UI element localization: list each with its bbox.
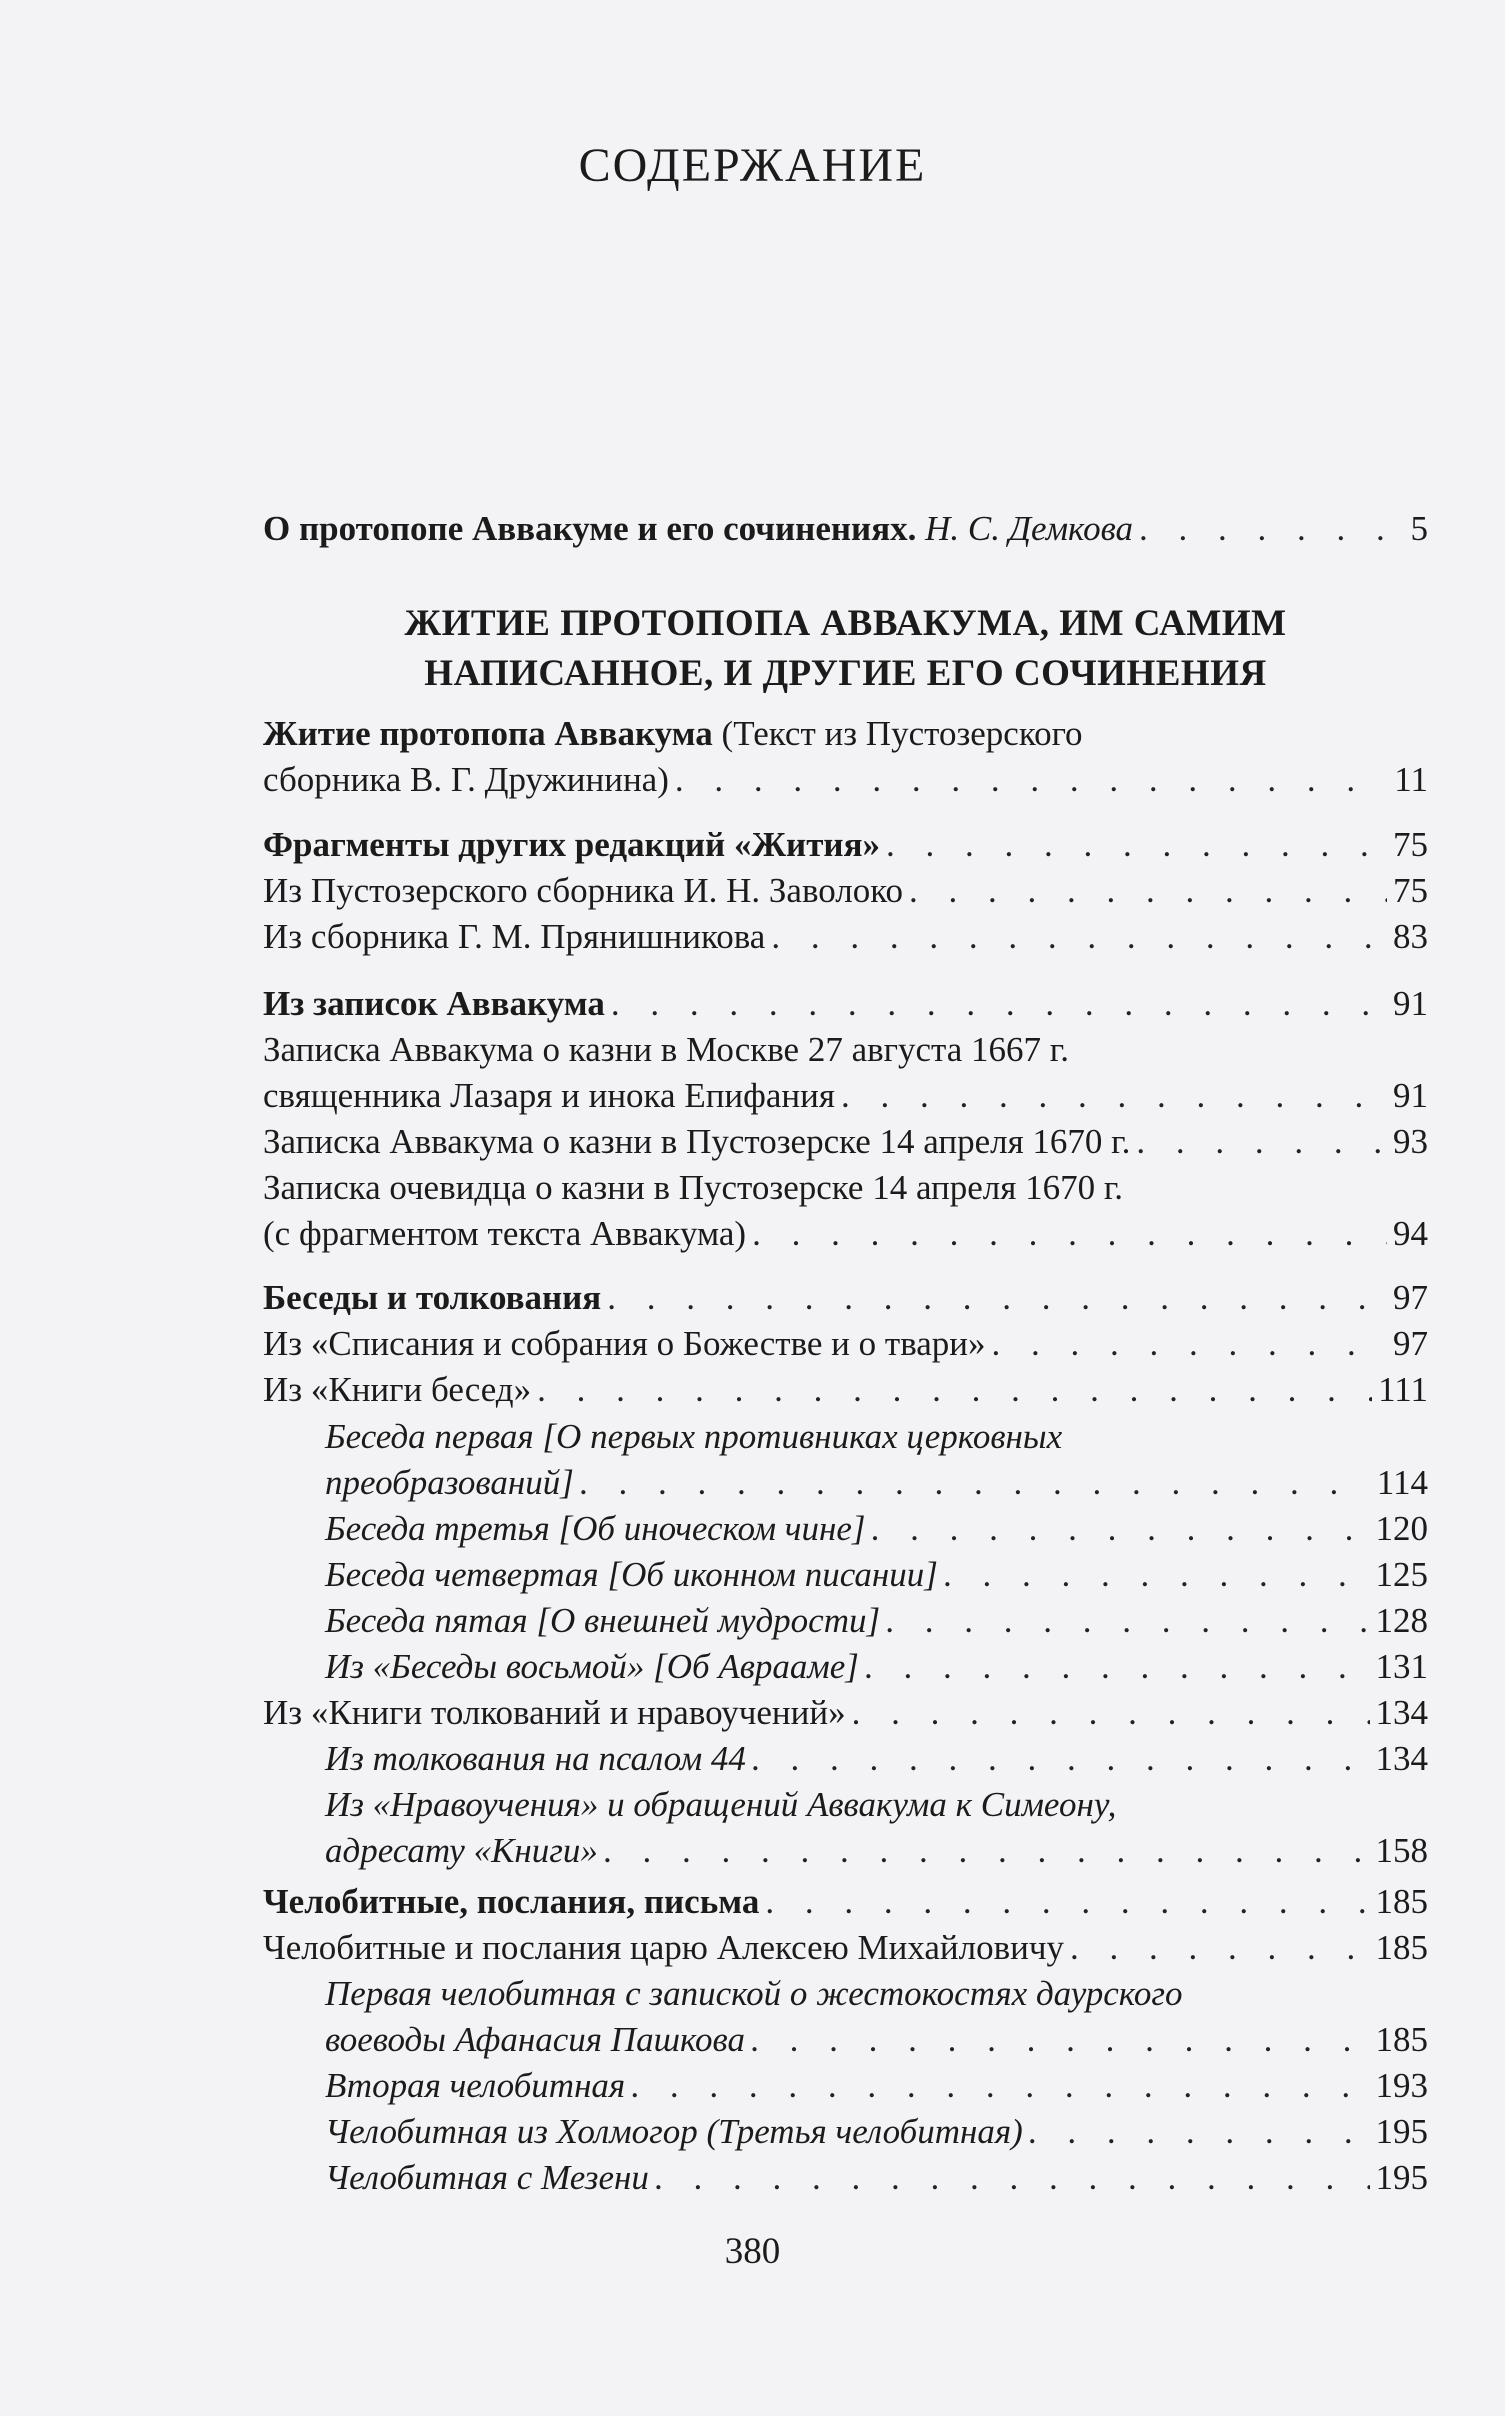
entry-subtitle: (Текст из Пустозерского	[721, 714, 1083, 753]
entry-title: Беседа третья [Об иноческом чине]	[325, 1509, 866, 1548]
dot-leader	[1029, 2109, 1370, 2155]
toc-entry-chelobitnye[interactable]	[263, 1879, 1428, 1925]
dot-leader	[580, 1460, 1371, 1506]
dot-leader	[1136, 1119, 1387, 1165]
entry-title-cont: священника Лазаря и инока Епифания	[263, 1076, 835, 1115]
page-number: 93	[1393, 1122, 1428, 1161]
page-number: 91	[1393, 984, 1428, 1023]
entry-title: Беседа первая [О первых противниках церковных	[325, 1417, 1063, 1456]
entry-title: Из записок Аввакума	[263, 984, 605, 1023]
entry-title: Челобитная из Холмогор (Третья челобитная)	[325, 2112, 1023, 2151]
page-number: 193	[1375, 2066, 1428, 2105]
dot-leader	[886, 822, 1387, 868]
toc-entry-beseda-4[interactable]	[263, 1552, 1428, 1598]
page-number: 75	[1393, 825, 1428, 864]
page-title: СОДЕРЖАНИЕ	[578, 139, 927, 192]
toc-entry-pervaya[interactable]	[263, 1971, 1428, 2063]
dot-leader	[865, 1644, 1370, 1690]
page-number: 125	[1375, 1555, 1428, 1594]
toc-entry-mezen[interactable]	[263, 2155, 1428, 2201]
page-number: 11	[1394, 760, 1428, 799]
page-number: 195	[1375, 2112, 1428, 2151]
page-number: 94	[1393, 1214, 1428, 1253]
page-number: 91	[1393, 1076, 1428, 1115]
toc-entry-zapiska-pustozersk[interactable]	[263, 1119, 1428, 1165]
toc-entry-nravouchenie[interactable]	[263, 1782, 1428, 1874]
toc-entry-beseda-1[interactable]	[263, 1414, 1428, 1506]
page-number: 134	[1375, 1693, 1428, 1732]
page-number: 128	[1375, 1601, 1428, 1640]
dot-leader	[771, 914, 1387, 960]
toc-entry-zapiski[interactable]	[263, 981, 1428, 1027]
page-folio: 380	[724, 2231, 781, 2272]
dot-leader	[752, 1736, 1370, 1782]
section-heading-line2: НАПИСАННОЕ, И ДРУГИЕ ЕГО СОЧИНЕНИЯ	[424, 653, 1267, 694]
section-heading-line1: ЖИТИЕ ПРОТОПОПА АВВАКУМА, ИМ САМИМ	[404, 603, 1287, 644]
entry-title-cont: преобразований]	[325, 1463, 574, 1502]
entry-title-cont: (с фрагментом текста Аввакума)	[263, 1214, 747, 1253]
dot-leader	[1070, 1925, 1370, 1971]
page-number: 120	[1375, 1509, 1428, 1548]
dot-leader	[765, 1879, 1369, 1925]
entry-title: Челобитные и послания царю Алексею Михайловичу	[263, 1928, 1064, 1967]
page-number: 75	[1393, 871, 1428, 910]
entry-title: Беседа пятая [О внешней мудрости]	[325, 1601, 881, 1640]
page-number: 185	[1375, 1882, 1428, 1921]
entry-title: Из «Списания и собрания о Божестве и о твари»	[263, 1324, 986, 1363]
entry-title: Записка Аввакума о казни в Москве 27 августа 1667 г.	[263, 1030, 1069, 1069]
page-number: 97	[1393, 1278, 1428, 1317]
entry-title: Беседы и толкования	[263, 1278, 602, 1317]
entry-title: Фрагменты других редакций «Жития»	[263, 825, 881, 864]
toc-entry-besedy[interactable]	[263, 1275, 1428, 1321]
page-number: 195	[1375, 2158, 1428, 2197]
dot-leader	[604, 1828, 1370, 1874]
entry-subtitle-cont: сборника В. Г. Дружинина)	[263, 760, 669, 799]
page-number: 5	[1410, 509, 1428, 548]
toc-entry-kniga-besed[interactable]	[263, 1367, 1428, 1413]
entry-title: Челобитные, послания, письма	[263, 1882, 760, 1921]
entry-title: Из Пустозерского сборника И. Н. Заволоко	[263, 871, 903, 910]
page-number: 97	[1393, 1324, 1428, 1363]
page-number: 134	[1375, 1739, 1428, 1778]
toc-entry-beseda-8[interactable]	[263, 1644, 1428, 1690]
entry-title: Житие протопопа Аввакума	[263, 714, 713, 753]
entry-title-cont: адресату «Книги»	[325, 1831, 598, 1870]
toc-entry-fragments[interactable]	[263, 822, 1428, 868]
page-number: 185	[1375, 2020, 1428, 2059]
toc-entry-psalom[interactable]	[263, 1736, 1428, 1782]
entry-title: Беседа четвертая [Об иконном писании]	[325, 1555, 938, 1594]
dot-leader	[752, 1211, 1387, 1257]
entry-title: Из «Нравоучения» и обращений Аввакума к Симеону,	[325, 1785, 1117, 1824]
entry-author: Н. С. Демкова	[925, 509, 1134, 548]
entry-title: Из «Книги бесед»	[263, 1370, 532, 1409]
dot-leader	[655, 2155, 1370, 2201]
dot-leader	[872, 1506, 1370, 1552]
toc-entry-beseda-5[interactable]	[263, 1598, 1428, 1644]
section-heading	[263, 599, 1428, 699]
dot-leader	[852, 1690, 1370, 1736]
dot-leader	[675, 757, 1388, 803]
dot-leader	[944, 1552, 1370, 1598]
toc-entry-beseda-3[interactable]	[263, 1506, 1428, 1552]
toc-entry-vtoraya[interactable]	[263, 2063, 1428, 2109]
entry-title-cont: воеводы Афанасия Пашкова	[325, 2020, 745, 2059]
dot-leader	[909, 868, 1387, 914]
dot-leader	[631, 2063, 1369, 2109]
entry-title: Из «Книги толкований и нравоучений»	[263, 1693, 846, 1732]
toc-entry-zhitie[interactable]	[263, 711, 1428, 803]
dot-leader	[537, 1367, 1372, 1413]
toc-entry-zapiska-ochevidca[interactable]	[263, 1165, 1428, 1257]
page-number: 131	[1375, 1647, 1428, 1686]
toc-entry-pryanishnikov[interactable]	[263, 914, 1428, 960]
entry-title: Вторая челобитная	[325, 2066, 626, 2105]
dot-leader	[992, 1321, 1387, 1367]
dot-leader	[607, 1275, 1387, 1321]
toc-entry-holmogory[interactable]	[263, 2109, 1428, 2155]
toc-entry-spisanie[interactable]	[263, 1321, 1428, 1367]
dot-leader	[751, 2017, 1370, 2063]
entry-title: Из «Беседы восьмой» [Об Аврааме]	[325, 1647, 859, 1686]
entry-title: О протопопе Аввакуме и его сочинениях.	[263, 509, 917, 548]
toc-entry-tolkovaniya[interactable]	[263, 1690, 1428, 1736]
toc-entry-zavoloko[interactable]	[263, 868, 1428, 914]
entry-title: Первая челобитная с запиской о жестокостях даурского	[325, 1974, 1183, 2013]
dot-leader	[1139, 506, 1404, 552]
dot-leader	[841, 1073, 1387, 1119]
toc-entry-carju[interactable]	[263, 1925, 1428, 1971]
dot-leader	[886, 1598, 1369, 1644]
toc-entry-intro[interactable]	[263, 506, 1428, 552]
entry-title: Челобитная с Мезени	[325, 2158, 649, 2197]
entry-title: Записка очевидца о казни в Пустозерске 14 апреля 1670 г.	[263, 1168, 1124, 1207]
page-number: 83	[1393, 917, 1428, 956]
toc-entry-zapiska-moskva[interactable]	[263, 1027, 1428, 1119]
page-number: 158	[1375, 1831, 1428, 1870]
page-number: 185	[1375, 1928, 1428, 1967]
page-number: 114	[1376, 1463, 1428, 1502]
entry-title: Записка Аввакума о казни в Пустозерске 14 апреля 1670 г.	[263, 1122, 1131, 1161]
entry-title: Из толкования на псалом 44	[325, 1739, 746, 1778]
page-number: 111	[1378, 1370, 1428, 1409]
dot-leader	[611, 981, 1387, 1027]
entry-title: Из сборника Г. М. Прянишникова	[263, 917, 766, 956]
